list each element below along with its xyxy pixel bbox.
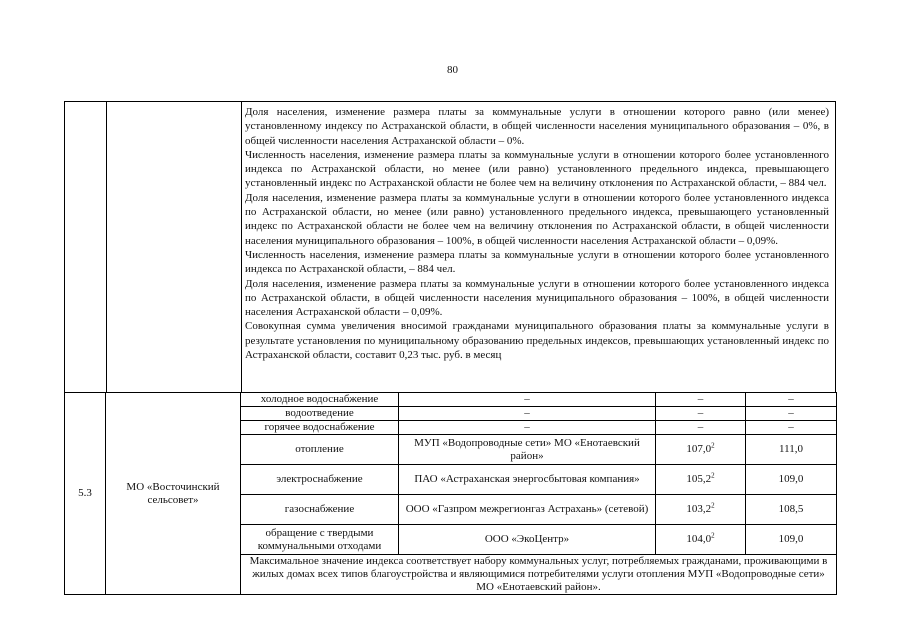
row-number: 5.3	[65, 393, 106, 595]
service-provider: ПАО «Астраханская энергосбытовая компания»	[399, 465, 656, 495]
service-limit: 109,0	[746, 465, 837, 495]
service-index	[656, 495, 746, 525]
service-name: горячее водоснабжение	[241, 421, 399, 435]
service-index	[656, 421, 746, 435]
service-provider: –	[399, 407, 656, 421]
paragraph-share-above: Доля населения, изменение размера платы за коммунальные услуги в отношении которого более установленного индекса по Астраханской области, в общей численности населения муниципального образования – 100%, в общей численности населения Астраханской области – 0,09%.	[245, 277, 829, 319]
service-limit: –	[746, 407, 837, 421]
services-table	[64, 392, 837, 595]
index-value: 104,0	[686, 533, 712, 545]
index-value: –	[697, 393, 704, 405]
index-value: 105,2	[686, 473, 712, 485]
paragraph-population-above-index: Численность населения, изменение размера платы за коммунальные услуги в отношении которого более установленного индекса по Астраханской области, но менее (или равно) установленного предельного индекса, превышающего установленный индекс по Астраханской области не более чем на величину отклонения по Астраханской области, – 884 чел.	[245, 148, 829, 190]
service-index	[656, 407, 746, 421]
paragraph-share-equal: Доля населения, изменение размера платы за коммунальные услуги в отношении которого равно (или менее) установленному индексу по Астраханской области, в общей численности населения муниципального образования – 0%, в общей численности населения Астраханской области – 0%.	[245, 106, 829, 147]
index-footnote: 2	[711, 471, 715, 480]
service-limit: –	[746, 393, 837, 407]
index-footnote: 2	[711, 501, 715, 510]
service-index	[656, 465, 746, 495]
service-provider: ООО «ЭкоЦентр»	[399, 525, 656, 555]
service-name: электроснабжение	[241, 465, 399, 495]
service-index	[656, 393, 746, 407]
service-provider: МУП «Водопроводные сети» МО «Енотаевский район»	[399, 435, 656, 465]
paragraph-total-sum: Совокупная сумма увеличения вносимой гражданами муниципального образования платы за коммунальные услуги в результате установления по муниципальному образованию предельных индексов, превышающих установленный индекс по Астраханской области, составит 0,23 тыс. руб. в месяц	[245, 320, 829, 362]
service-name: водоотведение	[241, 407, 399, 421]
municipality-column-blank	[106, 102, 242, 392]
index-footnote: 2	[711, 441, 715, 450]
municipality-name: МО «Восточинский сельсовет»	[106, 393, 241, 595]
top-text-cell	[245, 105, 829, 362]
index-value: 103,2	[686, 503, 712, 515]
service-limit: 109,0	[746, 525, 837, 555]
page-number: 80	[447, 64, 458, 76]
paragraph-population-above: Численность населения, изменение размера платы за коммунальные услуги в отношении которого более установленного индекса по Астраханской области, – 884 чел.	[245, 248, 829, 276]
paragraph-share-above-index-limited: Доля населения, изменение размера платы за коммунальные услуги в отношении которого более установленного индекса по Астраханской области, но менее (или равно) установленного предельного индекса, превышающего установленный индекс по Астраханской области не более чем на величину отклонения по Астраханской области, в общей численности населения муниципального образования – 100%, в общей численности населения Астраханской области – 0,09%.	[245, 191, 829, 247]
service-provider: –	[399, 421, 656, 435]
service-name: холодное водоснабжение	[241, 393, 399, 407]
service-provider: ООО «Газпром межрегионгаз Астрахань» (сетевой)	[399, 495, 656, 525]
service-index	[656, 525, 746, 555]
service-limit: 108,5	[746, 495, 837, 525]
index-value: –	[697, 421, 704, 433]
service-name: отопление	[241, 435, 399, 465]
service-limit: –	[746, 421, 837, 435]
number-column-blank	[65, 102, 107, 392]
index-footnote: 2	[711, 531, 715, 540]
service-limit: 111,0	[746, 435, 837, 465]
index-value: 107,0	[686, 443, 712, 455]
table-row	[65, 393, 837, 407]
top-text-block	[64, 101, 836, 393]
service-name: обращение с твердыми коммунальными отходами	[241, 525, 399, 555]
service-index	[656, 435, 746, 465]
service-provider: –	[399, 393, 656, 407]
index-value: –	[697, 407, 704, 419]
bottom-note: Максимальное значение индекса соответствует набору коммунальных услуг, потребляемых гражданами, проживающими в жилых домах всех типов благоустройства и являющимися потребителями услуги отопления МУП «Водопроводные сети» МО «Енотаевский район».	[241, 555, 837, 595]
service-name: газоснабжение	[241, 495, 399, 525]
